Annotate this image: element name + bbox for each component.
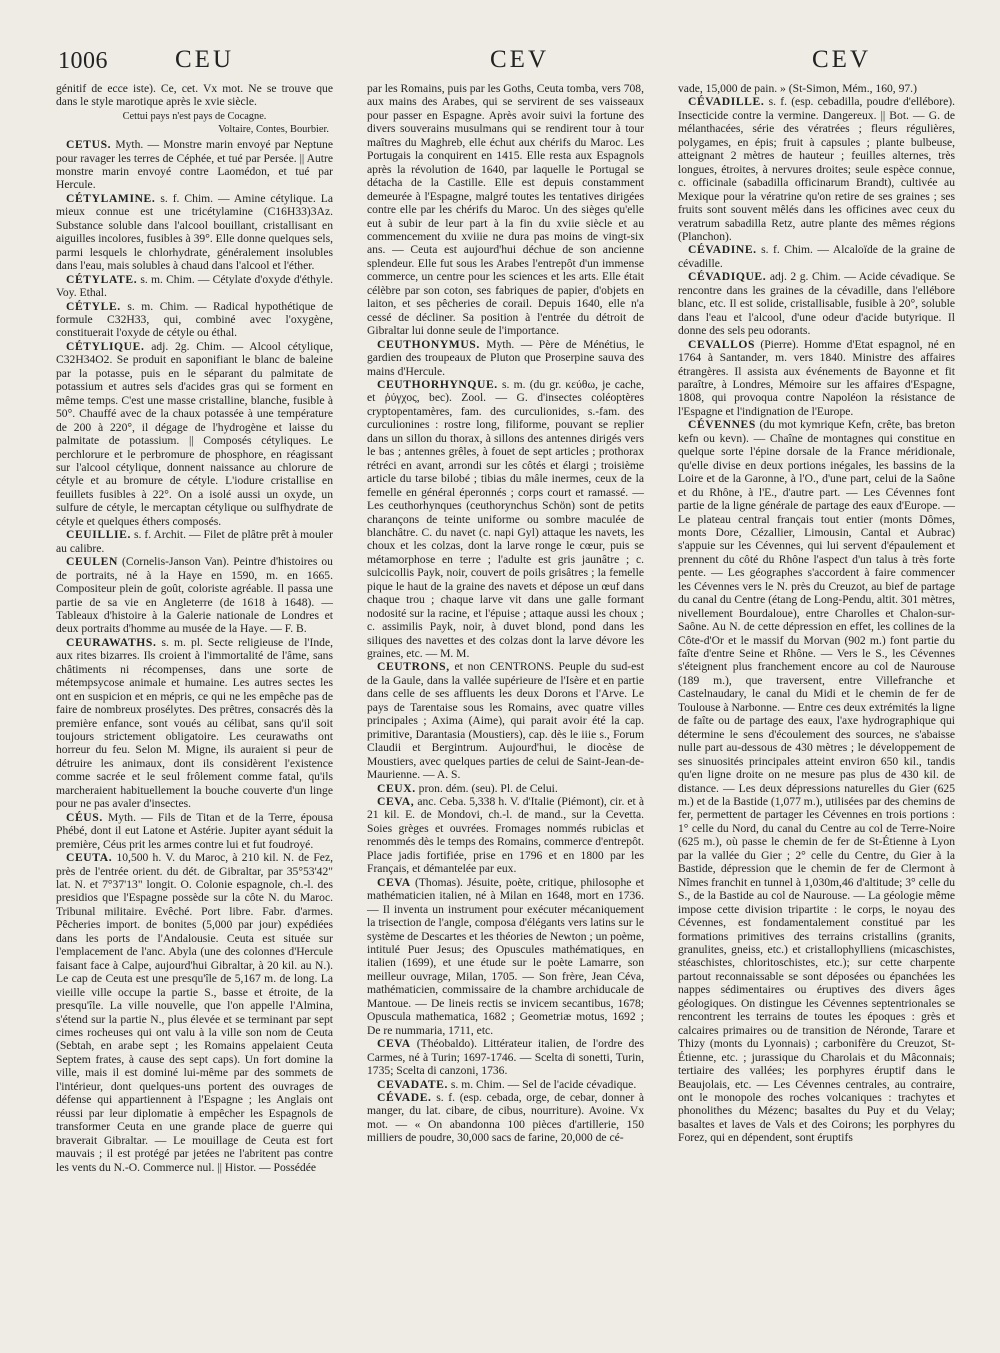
entry-text: adj. 2 g. Chim. — Acide cévadique. Se rencontre dans les graines de la cévadille, dans l'ellébore blanc, etc. Il est solide, cristallisable, fusible à 20°, soluble dans l'eau et l'alcool, d'une odeur d'acide butyrique. Il donne des sels peu odorants. [678,270,955,338]
entry-text: Myth. — Fils de Titan et de la Terre, épousa Phébé, dont il eut Latone et Astérie. Jupiter ayant séduit la première, Céus prit les armes contre lui et fut foudroyé. [56,810,333,851]
running-head [0,0,1000,80]
dictionary-entry [56,192,333,273]
dictionary-entry [56,300,333,340]
dictionary-entry [56,82,333,109]
quote-text: Cettui pays n'est pays de Cocagne. [122,110,267,122]
entry-text: s. f. Chim. — Alcaloïde de la graine de cévadille. [678,243,956,270]
entry-headword: CEVA [377,1037,411,1051]
entry-text: (Théobaldo). Littérateur italien, de l'ordre des Carmes, né à Turin; 1697-1746. — Scelta di sonetti, Turin, 1735; Scelta di canzoni, 1736. [367,1037,644,1078]
entry-text: (Cornelis-Janson Van). Peintre d'histoires ou de portraits, né à la Haye en 1590, m. en 1665. Compositeur plein de goût, coloriste agréable. Il passa une partie de sa vie en Angleterre (de 1618 à 1648). — Tableaux d'histoire à la Galerie nationale de Londres et deux portraits d'homme au musée de la Haye. — F. B. [56,555,333,636]
dictionary-entry [367,660,644,781]
entry-headword: CEURAWATHS. [66,635,157,649]
dictionary-entry [56,636,333,811]
entry-text: anc. Ceba. 5,338 h. V. d'Italie (Piémont), cir. et à 21 kil. E. de Mondovi, ch.-l. de mand., sur la Cevetta. Soies grèges et ouvrées. Fromages nommés rubiclas et renommés dès le temps des Romains, commerce d'entrepôt. Place jadis fortifiée, prise en 1796 et en 1800 par les Français, et démantelée par eux. [367,795,644,876]
entry-text: s. f. (esp. cebada, orge, de cebar, donner à manger, du lat. cibare, de cibus, nourriture). Avoine. Vx mot. — « On abandonna 100 pièces d'artillerie, 150 milliers de poudre, 30,000 sacs de farine, 20,000 de cé- [367,1090,644,1145]
entry-text: Myth. — Père de Ménétius, le gardien des troupeaux de Pluton que Proserpine sauva des mains d'Hercule. [367,337,644,378]
dictionary-entry [56,273,333,300]
column-right [678,82,955,1145]
running-head-center: CEV [490,46,549,73]
entry-headword: CÉUS. [66,810,103,824]
entry-text: s. m. (du gr. κεύθω, je cache, et ῥύγχος, bec). Zool. — G. d'insectes coléoptères cryptopentamères, fam. des curculionides, s.-fam. des curculionines : rostre long, filiforme, pouvant se replier dans un sillon du thorax, à sillons des antennes dirigés vers le bas ; antennes grêles, à fouet de sept articles ; prothorax rétréci en avant, arrondi sur les côtés et élargi ; troisième article du tarse bilobé ; tibias du mâle inermes, ceux de la femelle en général éperonnés ; corps court et ramassé. — Les ceuthorhynques (ceuthorynchus Schön) sont de petits charançons de teinte uniforme ou sombre maculée de blanchâtre. C. du navet (c. napi Gyl) attaque les navets, les choux et les colzas, dont la larve ronge le cœur, puis se métamorphose en terre ; l'adulte est gris jaunâtre ; c. sulcicollis Payk, noir, couvert de poils grisâtres ; la femelle pique le haut de la graine des navets et dépose un œuf dans chaque trou ; chaque larve vit dans une galle formant nodosité sur la racine, et l'épuise ; attaque aussi les choux ; c. assimilis Payk, noir, à duvet blond, pond dans les siliques des navettes et des colzas dont la larve dévore les graines, etc. — M. M. [367,377,644,661]
entry-headword: CÉVADINE. [688,243,757,257]
entry-headword: CÉTYLE. [66,299,121,313]
dictionary-entry [56,528,333,555]
citation-quote [56,111,333,136]
dictionary-entry [56,555,333,636]
entry-text: pron. dém. (seu). Pl. de Celui. [418,781,558,795]
entry-headword: CEULEN [66,555,118,569]
entry-text: s. f. (esp. cebadilla, poudre d'ellébore). Insecticide contre la vermine. Dangereux. || Bot. — G. de mélanthacées, série des vératrées ; fleurs régulières, polygames, en épis; fruit à capsules ; plante bulbeuse, atteignant 2 mètres de hauteur ; feuilles alternes, très longues, étroites, à nervures droites; seule espèce connue, c. officinale (sabadilla officinarum Brandt), cultivée au Mexique pour la vératrine qu'on retire de ses graines ; ses fruits sont souvent mêlés dans les officines avec ceux du veratrum sabadilla Retz, autre plante des mêmes régions (Planchon). [678,95,955,243]
dictionary-entry [367,1078,644,1091]
entry-headword: CÉTYLAMINE. [66,191,156,205]
dictionary-entry [678,418,955,1144]
entry-text: s. m. pl. Secte religieuse de l'Inde, aux rites bizarres. Ils croient à l'immortalité de l'âme, sans châtiments ni récompenses, dans une sorte de métempsycose animale et humaine. Les autres sectes les ont en suspicion et en mépris, ce qui ne les empêche pas de faire de nombreux prosélytes. Des prêtres, consacrés dès la première enfance, sont voués au célibat, sans qu'il soit toujours strictement obligatoire. Les ceurawaths ont horreur du feu. Selon M. Migne, ils auraient si peur de détruire les animaux, dont ils considèrent l'existence comme sacrée et le seul frôlement comme fatal, qu'ils marcheraient habituellement la bouche couverte d'un linge pour ne pas avaler d'insectes. [56,635,334,811]
entry-headword: CEVA, [377,795,415,809]
entry-headword: CEUILLIE. [66,528,131,542]
running-head-right: CEV [812,46,871,73]
entry-headword: CÉVENNES [688,418,756,432]
entry-text: Myth. — Monstre marin envoyé par Neptune pour ravager les terres de Céphée, et tué par Persée. || Autre monstre marin envoyé contre Laomédon, et tué par Hercule. [56,138,333,192]
dictionary-entry [678,95,955,243]
entry-headword: CEUTHONYMUS. [377,337,480,351]
entry-headword: CETUS. [66,138,112,152]
column-left [56,82,333,1174]
dictionary-entry [367,782,644,795]
entry-text: s. f. Archit. — Filet de plâtre prêt à mouler au calibre. [56,528,334,555]
dictionary-entry [367,378,644,661]
dictionary-entry [367,1037,644,1077]
entry-headword: CÉTYLATE. [66,272,138,286]
entry-text: s. f. Chim. — Amine cétylique. La mieux connue est une tricétylamine (C16H33)3Az. Substance soluble dans l'alcool bouillant, cristallisant en aiguilles incolores, fusibles à 39°. Elle donne quelques sels, parmi lesquels le chlorhydrate, généralement insolubles dans l'eau, mais solubles à chaud dans l'alcool et l'éther. [56,191,333,273]
entry-headword: CÉVADILLE. [688,95,765,109]
entry-text: (Pierre). Homme d'Etat espagnol, né en 1764 à Santander, m. vers 1840. Ministre des affaires étrangères. Il assista aux événements de Bayonne et fit paraître, à Londres, Mémoire sur les affaires d'Espagne, 1808, qui provoqua contre Napoléon la résistance de l'Espagne et l'indignation de l'Europe. [678,337,955,418]
entry-text: (du mot kymrique Kefn, crête, bas breton kefn ou kevn). — Chaîne de montagnes qui constitue en quelque sorte l'épine dorsale de la France méridionale, qu'elle divise en deux portions inégales, les bassins de la Loire et de la Garonne, à l'O., d'une part, celui de la Saône et du Rhône, à l'E., d'autre part. — Les Cévennes font partie de la ligne générale de partage des eaux d'Europe. — Le plateau central français tout entier (monts Dômes, monts Dore, Cézallier, Limousin, Cantal et Aubrac) s'appuie sur les Cévennes, qui lui servent d'épaulement et prennent du côté du Rhône l'aspect d'un talus à très forte pente. — Les géographes s'accordent à faire commencer les Cévennes vers le N. près du Creuzot, au bief de partage du canal du Centre (étang de Long-Pendu, altit. 301 mètres, nivellement Bourdaloue), entre Charolles et Chalon-sur-Saône. Au N. de cette dépression en effet, les collines de la Côte-d'Or et le massif du Morvan (902 m.) font partie du faîte d'entre Seine et Rhône. — Vers le S., les Cévennes s'éteignent plus franchement encore au col de Naurouse (189 m.), que traversent, entre Villefranche et Castelnaudary, le canal du Midi et le chemin de fer de Toulouse à Narbonne. — Entre ces deux extrémités la ligne de faîte ou de partage des eaux, l'axe hydrographique qui détermine le sens d'écoulement des sources, ne s'abaisse nulle part au-dessous de 430 mètres ; le développement de ses sinuosités principales atteint environ 650 kil., tandis qu'en ligne droite on ne mesure pas plus de 430 kil. de distance. — Les deux dépressions naturelles du Gier (625 m.) et de la Bastide (1,077 m.), utilisées par des chemins de fer, permettent de partager les Cévennes en trois portions : 1° celle du Nord, du canal du Centre au col de Terre-Noire (625 m.), où passe le chemin de fer de St-Étienne à Lyon par la vallée du Gier ; 2° celle du Centre, du Gier à la Bastide, dépression que le chemin de fer de Clermont à Nîmes franchit en tunnel à 1,030m,46 d'altitude; 3° celle du S., de la Bastide au col de Naurouse. — La géologie même impose cette division tripartite : le corps, le noyau des Cévennes, est fondamentalement constitué par les formations primitives des terrains cristallins (granits, granulites, gneiss, etc.) et cristallophylliens (micaschistes, stéaschistes, chloritoschistes, etc.); sur cette charpente partout reconnaissable se sont déposées ou épanchées les nappes sédimentaires ou éruptives des divers âges géologiques. On distingue les Cévennes septentrionales se rencontrent les terrains de toutes les époques : grès et calcaires primaires ou de transition de Néronde, Tarare et Thizy (monts du Lyonnais) ; carbonifère du Creuzot, St-Étienne, etc. ; jurassique du Charolais et du Mâconnais; tertiaire des vallées; les porphyres éruptif dans le Beaujolais, etc. — Les Cévennes centrales, au contraire, ont le monopole des roches volcaniques : trachytes et phonolithes du Mézenc; basaltes du Puy et du Velay; basaltes et laves de Vals et des Coirons; les porphyres du Forez, qui en dépendent, sont éruptifs [678,418,955,1145]
entry-headword: CEVA [377,875,411,889]
running-head-left: CEU [175,46,234,73]
entry-headword: CEVALLOS [688,337,756,351]
entry-headword: CEVADATE. [377,1077,449,1091]
dictionary-entry [56,340,333,528]
entry-text: et non CENTRONS. Peuple du sud-est de la Gaule, dans la vallée supérieure de l'Isère et en partie dans celle de ses affluents les deux Dorons et l'Arve. Le pays de Tarentaise sous les Romains, avec quatre villes principales ; Axima (Aime), qui parait avoir été la cap. primitive, Darantasia (Moustiers), cap. dès le iiie s., Forum Claudii et Bergintrum. Aujourd'hui, le diocèse de Moustiers, avec quelques parties de celui de Saint-Jean-de-Maurienne. — A. S. [367,660,644,782]
quote-source: Voltaire, Contes, Bourbier. [218,123,329,135]
dictionary-entry [367,876,644,1037]
entry-text: s. m. Chim. — Sel de l'acide cévadique. [450,1077,637,1091]
entry-headword: CÉVADE. [377,1090,432,1104]
dictionary-entry [367,338,644,378]
column-middle [367,82,644,1145]
entry-text: vade, 15,000 de pain. » (St-Simon, Mém., 160, 97.) [678,82,917,95]
dictionary-entry [56,851,333,1174]
dictionary-entry [367,82,644,338]
entry-headword: CÉVADIQUE. [688,270,767,284]
dictionary-entry [56,138,333,192]
entry-headword: CEUX. [377,781,416,795]
entry-headword: CEUTHORHYNQUE. [377,377,498,391]
entry-headword: CEUTA. [66,851,113,865]
dictionary-entry [678,243,955,270]
entry-headword: CEUTRONS, [377,660,450,674]
entry-text: adj. 2g. Chim. — Alcool cétylique, C32H34O2. Se produit en saponifiant le blanc de baleine par la potasse, puis en le séparant du palmitate de potassium et autres sels d'acides gras qui se forment en même temps. C'est une masse cristalline, blanche, fusible à 50°. Chauffé avec de la chaux potassée à une température de 200 à 220°, il dégage de l'hydrogène et laisse du palmitate de potassium. || Composés cétyliques. Le perchlorure et le perbromure de phosphore, en réagissant sur l'alcool cétylique, donnent naissance au chlorure de cétyle et au bromure de cétyle. L'iodure cristallise en feuillets fusibles à 22°. On a isolé aussi un oxyde, un sulfure de cétyle, le mercaptan cétylique ou sulfhydrate de cétyle et quelques éthers composés. [56,339,333,528]
entry-text: 10,500 h. V. du Maroc, à 210 kil. N. de Fez, près de l'entrée orient. du dét. de Gibraltar, par 35°53'42" lat. N. et 7°37'13" longit. O. Colonie espagnole, ch.-l. des presidios que l'Espagne possède sur la côte N. du Maroc. Tribunal militaire. Evêché. Port libre. Fabr. d'armes. Pêcheries import. de bonites (5,000 par jour) expédiées dans les ports de l'Andalousie. Ceuta est située sur l'emplacement de l'anc. Abyla (une des colonnes d'Hercule faisant face à Calpe, aujourd'hui Gibraltar, à 20 kil. au N.). Le cap de Ceuta est une presqu'île de 5,167 m. de long. La vieille ville occupe la partie S., basse et étroite, de la presqu'île. La ville nouvelle, que l'on appelle l'Almina, s'étend sur la partie N., plus élevée et se terminant par sept cimes rocheuses qui ont valu à la ville son nom de Ceuta (Sebtah, en arabe sept ; les Romains appelaient Ceuta Septem frates, à cause des sept caps). Un fort domine la ville, mais il est dominé lui-même par des sommets de l'intérieur, dont quelques-uns portent des ouvrages de défense qui appartiennent à l'Espagne ; les Anglais ont réussi par leur diplomatie à empêcher les Espagnols de transformer Ceuta en une grande place de guerre qui braverait Gibraltar. — Le mouillage de Ceuta est fort mauvais ; il est protégé par jetées ne l'abritent pas contre les vents du N.-O. Commerce nul. || Histor. — Possédée [56,851,333,1174]
dictionary-entry [367,1091,644,1145]
dictionary-entry [678,82,955,95]
dictionary-entry [678,338,955,419]
entry-text: (Thomas). Jésuite, poète, critique, philosophe et mathématicien italien, né à Milan en 1648, mort en 1736. — Il inventa un instrument pour exécuter mécaniquement la trisection de l'angle, composa d'élégants vers latins sur le système de Descartes et les théories de Newton ; un poème, intitulé Puer Jesus; des Opuscules mathématiques, en italien (1699), et une étude sur le poète Lamarre, son meilleur ouvrage, Milan, 1705. — Son frère, Jean Céva, mathématicien, commissaire de la chambre archiducale de Mantoue. — De lineis rectis se invicem secantibus, 1678; Opuscula mathematica, 1682 ; Geometriæ motus, 1692 ; De re nummaria, 1711, etc. [367,875,644,1037]
entry-text: s. m. Chim. — Radical hypothétique de formule C32H33, qui, combiné avec l'oxygène, constituerait l'oxyde de cétyle ou éthal. [56,299,333,340]
dictionary-entry [56,811,333,851]
dictionary-entry [367,795,644,876]
page-number: 1006 [58,48,108,74]
entry-headword: CÉTYLIQUE. [66,339,145,353]
entry-text: génitif de ecce iste). Ce, cet. Vx mot. Ne se trouve que dans le style marotique après le xvie siècle. [56,82,333,109]
entry-text: s. m. Chim. — Cétylate d'oxyde d'éthyle. Voy. Ethal. [56,272,333,300]
entry-text: par les Romains, puis par les Goths, Ceuta tomba, vers 708, aux mains des Arabes, qui se servirent de ses vaisseaux pour passer en Espagne. Après avoir suivi la fortune des divers souverains musulmans qui se rendirent tour à tour maîtres du Maghreb, elle échut aux chérifs du Maroc. Les Portugais la conquirent en 1415. Elle resta aux Espagnols après la révolution de 1640, par laquelle le Portugal se détacha de la Castille. Elle est depuis constamment demeurée à l'Espagne, malgré toutes les tentatives dirigées contre elle par les chérifs du Maroc. Un des sièges qu'elle eut à subir de leur part à la fin du xviie siècle et au commencement du xviiie ne dura pas moins de vingt-six ans. — Ceuta est aujourd'hui déchue de son ancienne splendeur. Elle fut sous les Arabes l'entrepôt d'un immense commerce, un centre pour les sciences et les arts. Elle était célèbre par son coton, ses fabriques de papier, d'objets en laiton, et ses pêcheries de corail. Depuis 1640, elle n'a cessé de décliner. Sa position à l'entrée du détroit de Gibraltar lui donne seule de l'importance. [367,82,644,338]
dictionary-entry [678,270,955,337]
